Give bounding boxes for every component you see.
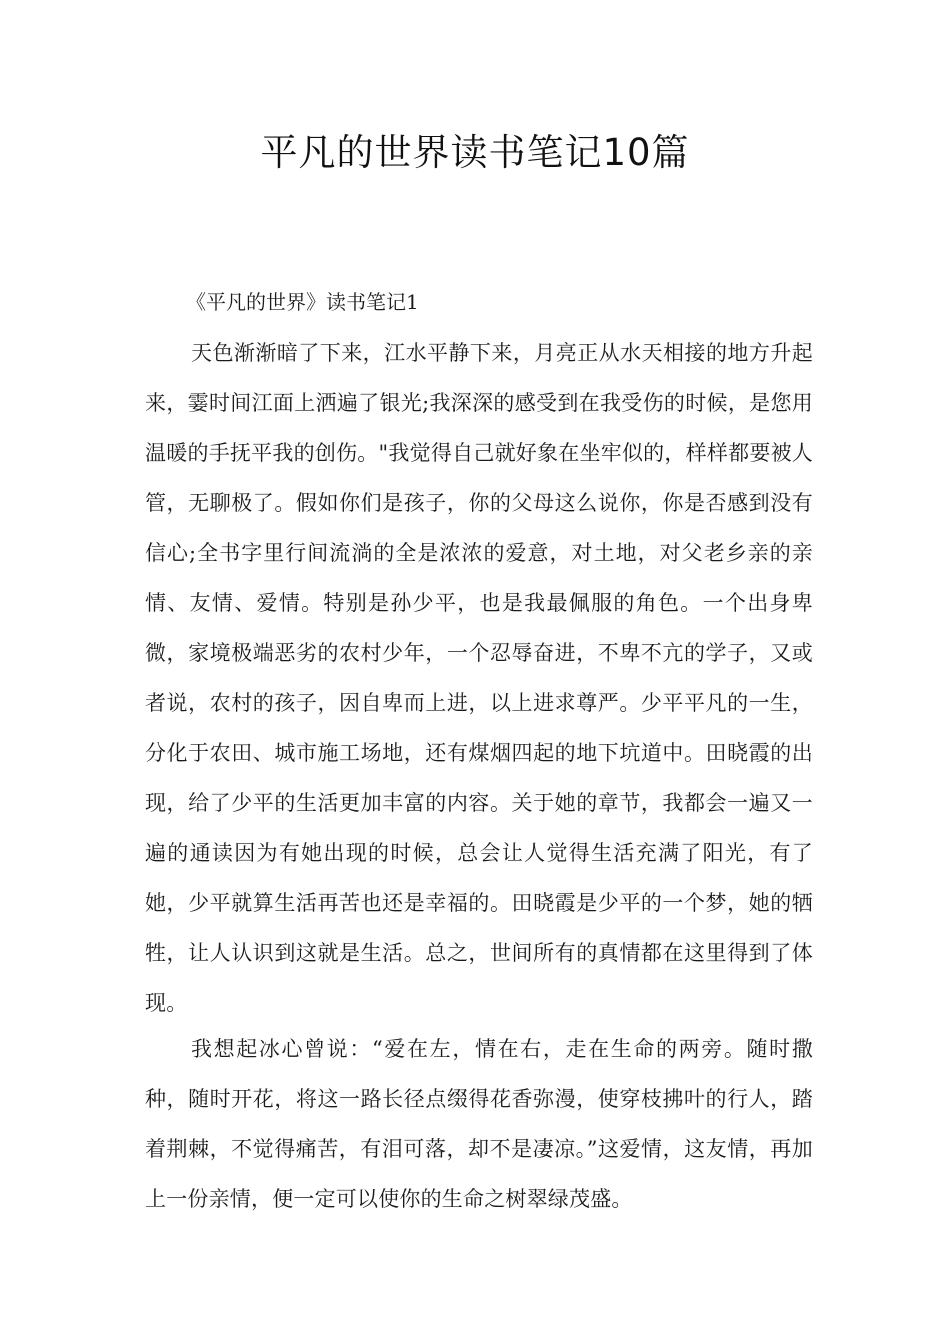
section-heading: 《平凡的世界》读书笔记1 bbox=[186, 290, 419, 314]
body-paragraph-1: 天色渐渐暗了下来，江水平静下来，月亮正从水天相接的地方升起来，霎时间江面上洒遍了银光;我深深的感受到在我受伤的时候，是您用温暖的手抚平我的创伤。"我觉得自己就好象在坐牢似的，样样都要被人管，无聊极了。假如你们是孩子，你的父母这么说你，你是否感到没有信心;全书字里行间流淌的全是浓浓的爱意，对土地，对父老乡亲的亲情、友情、爱情。特别是孙少平，也是我最佩服的角色。一个出身卑微，家境极端恶劣的农村少年，一个忍辱奋进，不卑不亢的学子，又或者说，农村的孩子，因自卑而上进，以上进求尊严。少平平凡的一生，分化于农田、城市施工场地，还有煤烟四起的地下坑道中。田晓霞的出现，给了少平的生活更加丰富的内容。关于她的章节，我都会一遍又一遍的通读因为有她出现的时候，总会让人觉得生活充满了阳光，有了她，少平就算生活再苦也还是幸福的。田晓霞是少平的一个梦，她的牺牲，让人认识到这就是生活。总之，世间所有的真情都在这里得到了体现。 bbox=[145, 341, 813, 1015]
body-paragraph-2: 我想起冰心曾说：“爱在左，情在右，走在生命的两旁。随时撒种，随时开花，将这一路长径点缀得花香弥漫，使穿枝拂叶的行人，踏着荆棘，不觉得痛苦，有泪可落，却不是凄凉。”这爱情，这友情，再加上一份亲情，便一定可以使你的生命之树翠绿茂盛。 bbox=[145, 1037, 813, 1211]
document-title: 平凡的世界读书笔记10篇 bbox=[260, 131, 690, 174]
